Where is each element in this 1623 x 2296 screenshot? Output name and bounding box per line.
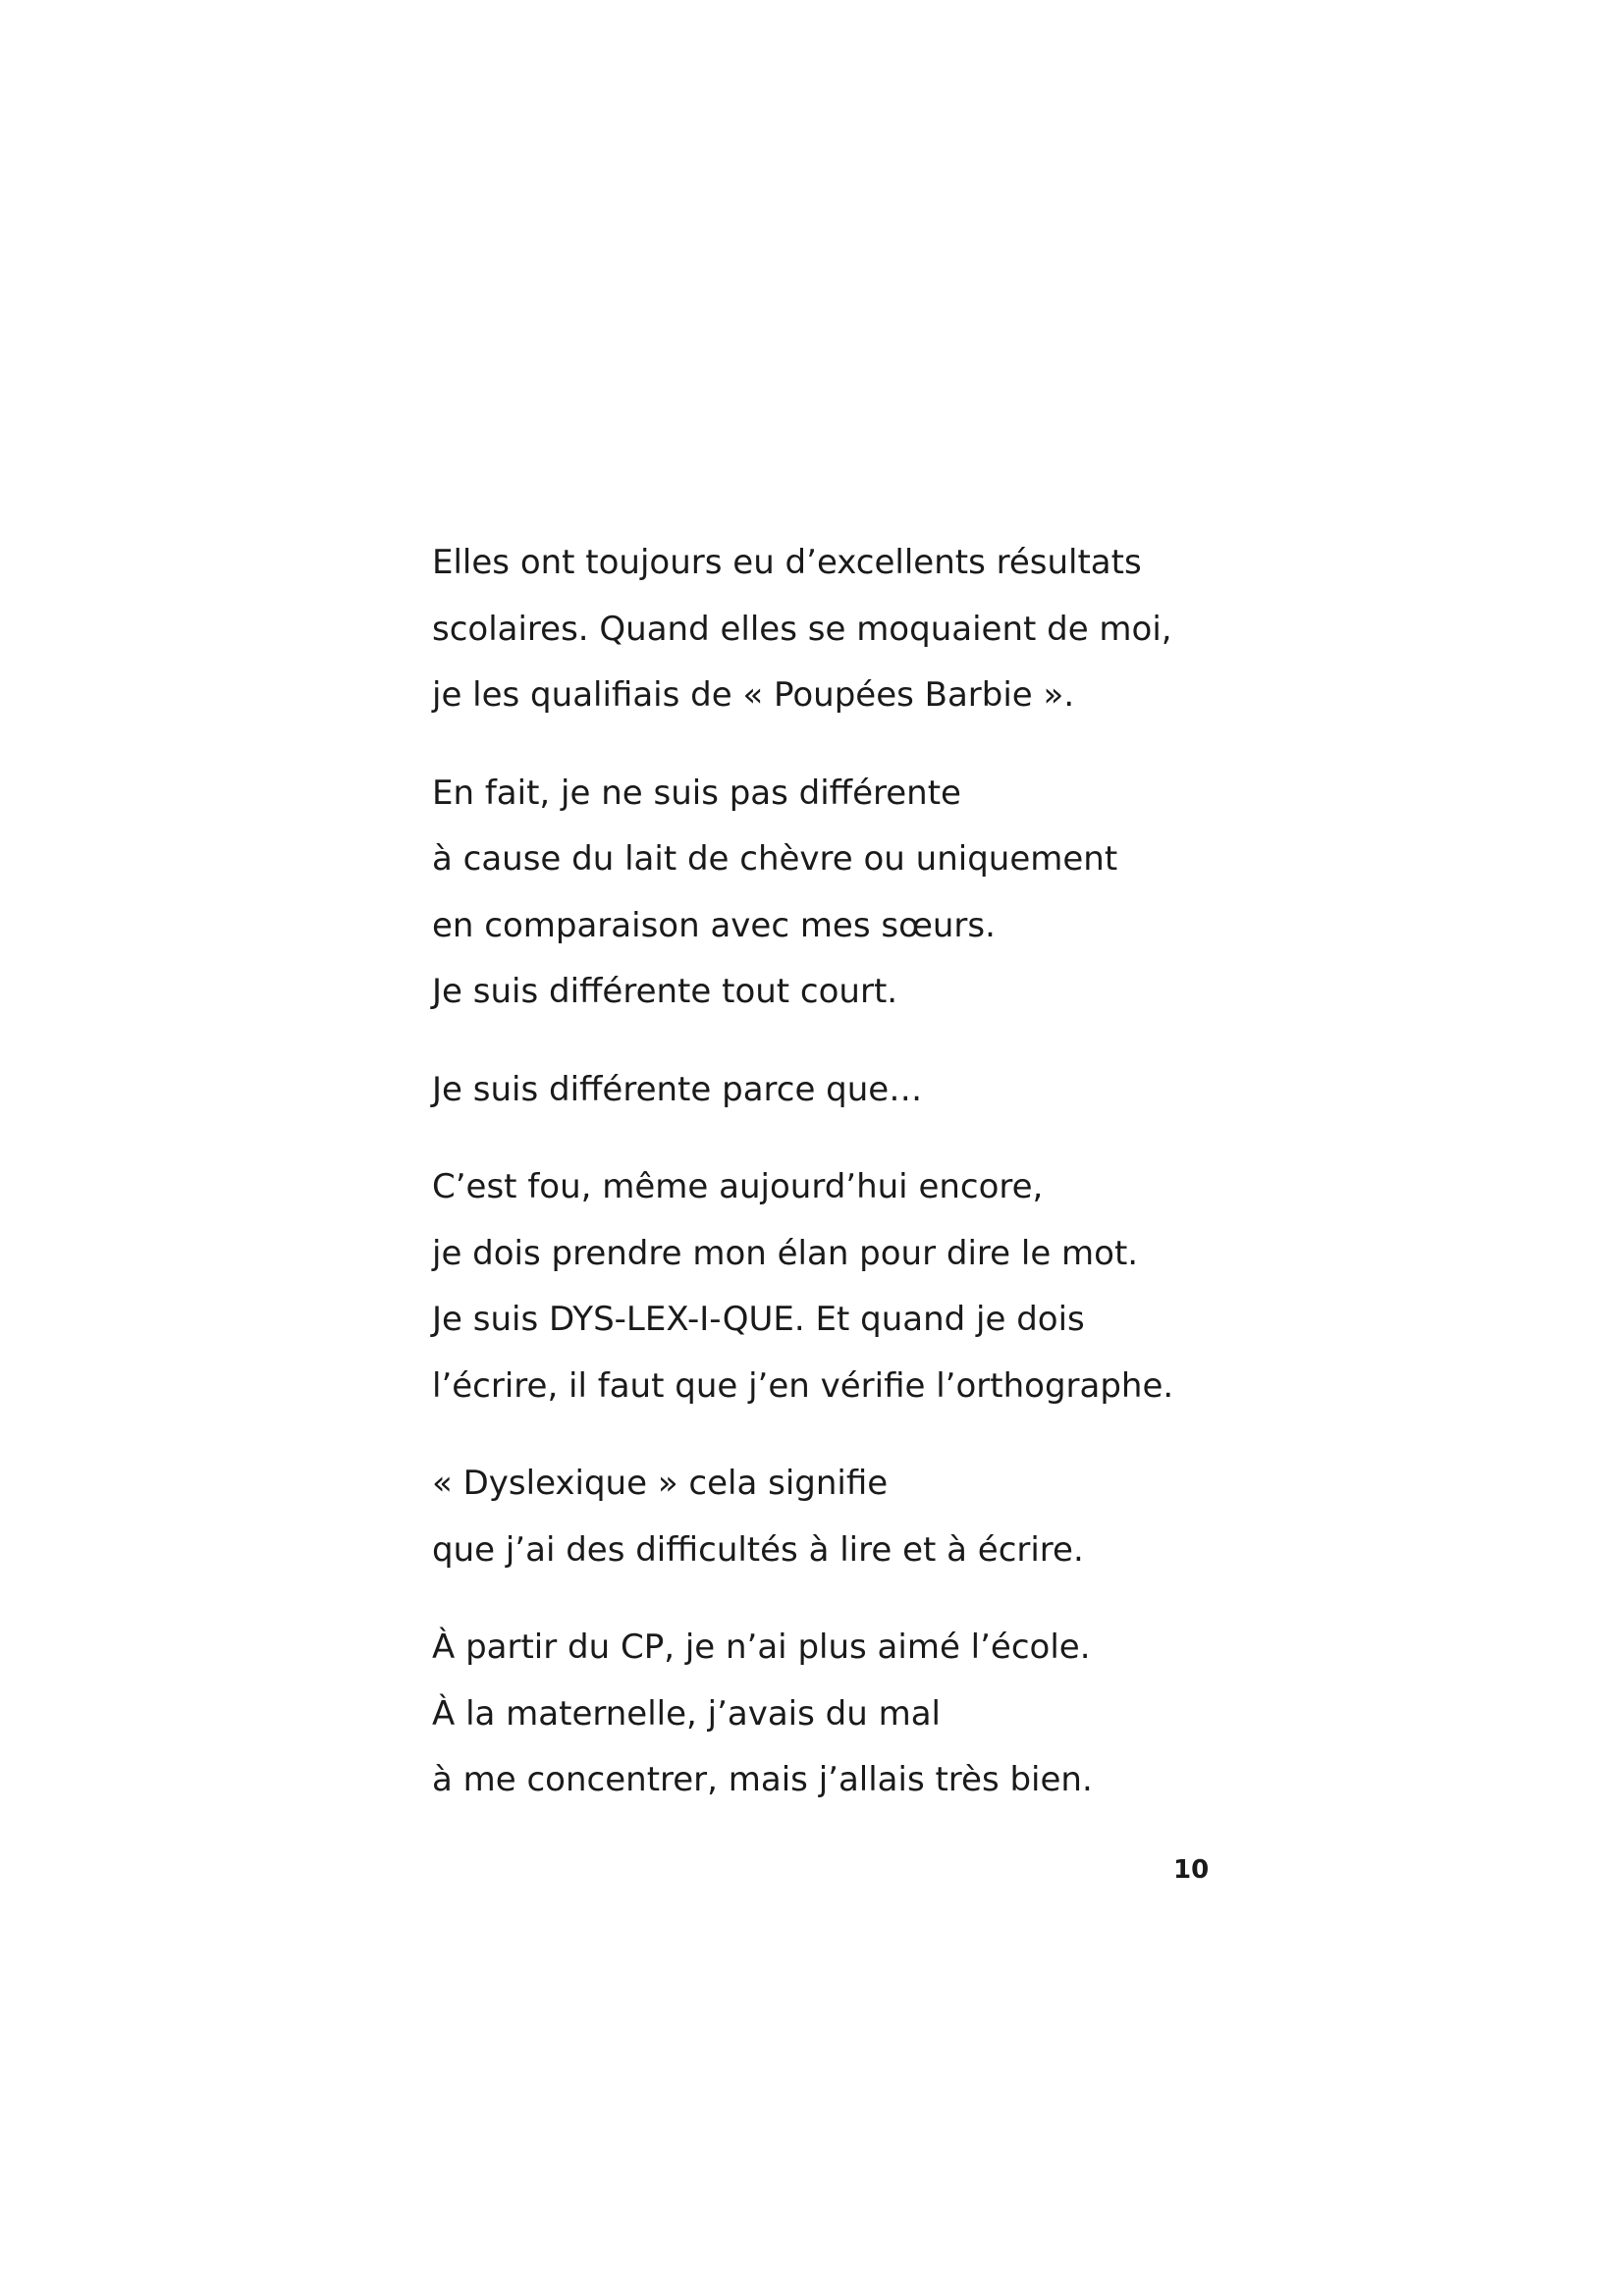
text-line: je les qualifiais de « Poupées Barbie ».: [432, 675, 1075, 715]
paragraph-4: [432, 1154, 1414, 1419]
paragraph-6: [432, 1615, 1414, 1814]
text-line: Je suis DYS-LEX-I-QUE. Et quand je dois: [432, 1300, 1085, 1339]
text-line: je dois prendre mon élan pour dire le mot.: [432, 1233, 1139, 1273]
text-line: à cause du lait de chèvre ou uniquement: [432, 839, 1118, 879]
text-line: l’écrire, il faut que j’en vérifie l’orthographe.: [432, 1365, 1174, 1406]
text-line: En fait, je ne suis pas différente: [432, 773, 961, 813]
text-line: C’est fou, même aujourd’hui encore,: [432, 1167, 1044, 1206]
page-number: 10: [1173, 1855, 1210, 1885]
paragraph-5: [432, 1451, 1414, 1583]
text-line: que j’ai des difficultés à lire et à écrire.: [432, 1529, 1084, 1570]
text-line: « Dyslexique » cela signifie: [432, 1464, 889, 1503]
paragraph-3: [432, 1057, 1414, 1124]
paragraph-2: [432, 761, 1414, 1026]
text-line: Elles ont toujours eu d’excellents résultats: [432, 543, 1142, 582]
text-line: scolaires. Quand elles se moquaient de moi,: [432, 609, 1172, 649]
text-line: à me concentrer, mais j’allais très bien.: [432, 1760, 1093, 1799]
text-line: À la maternelle, j’avais du mal: [432, 1693, 941, 1734]
text-line: Je suis différente tout court.: [432, 972, 898, 1011]
page-body: [432, 530, 1414, 1845]
text-line: À partir du CP, je n’ai plus aimé l’école.: [432, 1628, 1091, 1667]
paragraph-1: [432, 530, 1414, 729]
text-line: Je suis différente parce que…: [432, 1069, 923, 1109]
text-line: en comparaison avec mes sœurs.: [432, 905, 996, 945]
